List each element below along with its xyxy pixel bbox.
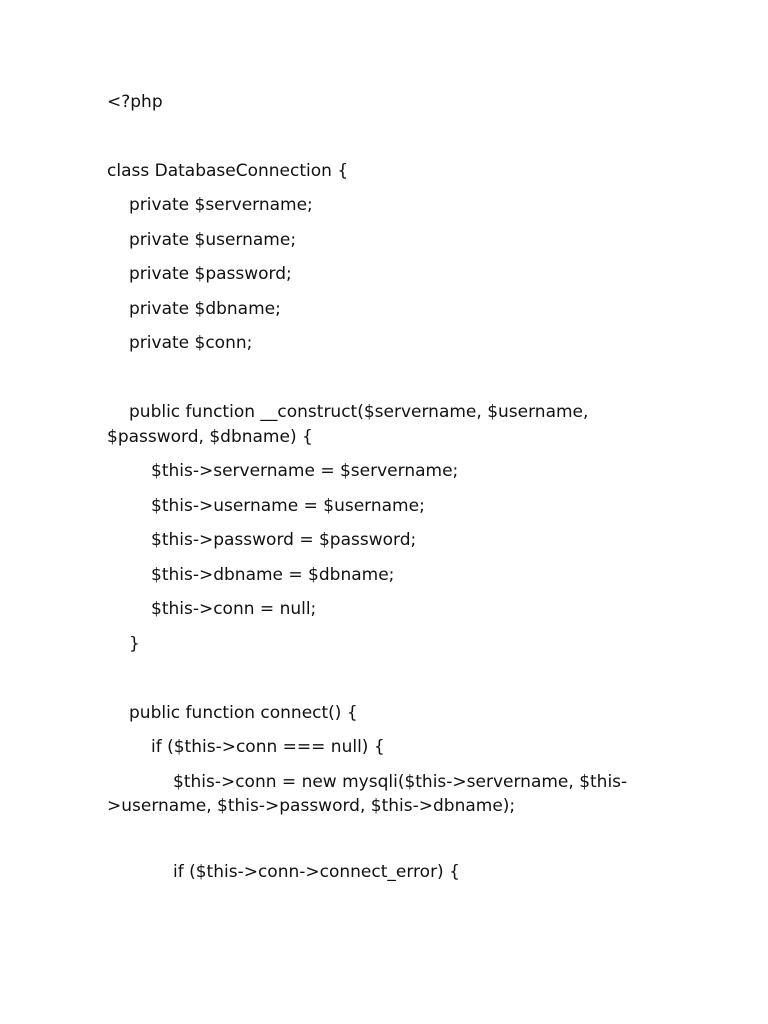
code-line: $this->conn = new mysqli($this->servername, $this- (173, 772, 628, 792)
code-line: private $dbname; (129, 299, 281, 319)
code-line: <?php (107, 92, 163, 112)
code-line: public function connect() { (129, 703, 358, 723)
code-line: class DatabaseConnection { (107, 161, 349, 181)
code-line: $password, $dbname) { (107, 427, 313, 447)
code-line: >username, $this->password, $this->dbname); (107, 796, 516, 816)
code-line: private $conn; (129, 333, 253, 353)
code-line: private $username; (129, 230, 297, 250)
code-line: public function __construct($servername, $username, (129, 402, 589, 422)
code-line: private $password; (129, 264, 292, 284)
code-line: if ($this->conn->connect_error) { (173, 862, 460, 882)
code-line: $this->conn = null; (151, 599, 317, 619)
code-line: $this->servername = $servername; (151, 461, 459, 481)
code-line: } (129, 634, 140, 654)
code-line: if ($this->conn === null) { (151, 737, 385, 757)
code-line: $this->dbname = $dbname; (151, 565, 395, 585)
code-line: $this->username = $username; (151, 496, 425, 516)
code-line: $this->password = $password; (151, 530, 417, 550)
code-line: private $servername; (129, 195, 313, 215)
